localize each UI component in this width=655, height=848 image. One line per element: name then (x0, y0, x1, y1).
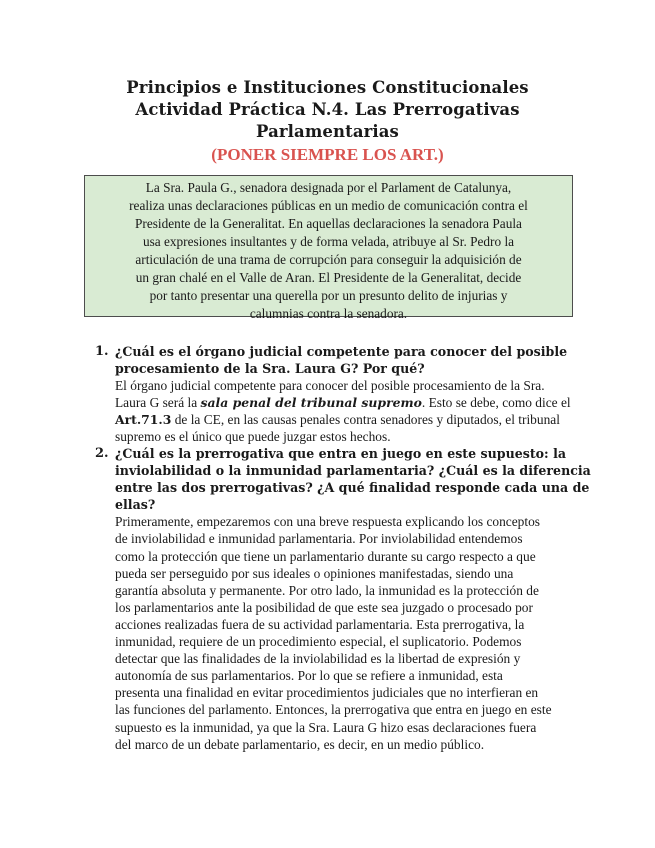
answer-line: Primeramente, empezaremos con una breve respuesta explicando los conceptos (115, 514, 540, 530)
document-title-line-3: Parlamentarias (256, 122, 399, 141)
answer-line: detectar que las finalidades de la inviolabilidad es la libertad de expresión y (115, 651, 521, 667)
question-number: 2. (95, 446, 109, 462)
article-reference: Art.71.3 (115, 412, 172, 428)
answer-line: pueda ser perseguido por sus ideales o opiniones manifestadas, siendo una (115, 565, 514, 581)
case-line: La Sra. Paula G., senadora designada por el Parlament de Catalunya, (145, 180, 512, 195)
document-title-line-1: Principios e Instituciones Constitucionales (126, 78, 529, 97)
answer-line: los parlamentarios ante la posibilidad de que este sea juzgado o procesado por (115, 599, 533, 615)
answer-line: como la protección que tiene un parlamentario durante su cargo respecto a que (115, 548, 536, 564)
answer-line: autonomía de sus parlamentarios. Por lo que se refiere a inmunidad, esta (115, 668, 503, 684)
question-item-1 (95, 343, 595, 445)
case-line: calumnias contra la senadora. (249, 306, 408, 321)
answer-line: acciones realizadas fuera de su actividad parlamentaria. Esta prerrogativa, la (115, 616, 525, 632)
document-header (60, 77, 595, 166)
question-item-2 (95, 445, 595, 752)
question-line: ellas? (115, 497, 156, 513)
answer-line: supremo es el único que puede juzgar estos hechos. (115, 429, 391, 445)
answer-line: inmunidad, requiere de un procedimiento especial, el suplicatorio. Podemos (115, 634, 522, 650)
question-line: ¿Cuál es el órgano judicial competente para conocer del posible (115, 344, 568, 359)
question-list (95, 343, 595, 753)
question-line: ¿Cuál es la prerrogativa que entra en juego en este supuesto: la (115, 446, 567, 462)
answer-line: del marco de un debate parlamentario, es decir, en un medio público. (115, 736, 485, 752)
question-number: 1. (95, 344, 109, 359)
answer-text: Laura G será la (115, 395, 201, 411)
case-line: realiza unas declaraciones públicas en un medio de comunicación contra el (129, 198, 528, 213)
answer-emphasis: sala penal del tribunal supremo (200, 395, 422, 411)
answer-line: supuesto es la inmunidad, ya que la Sra. Laura G hizo esas declaraciones fuera (115, 719, 537, 735)
answer-text: . Esto se debe, como dice el (421, 395, 571, 411)
document-subtitle: (PONER SIEMPRE LOS ART.) (211, 145, 444, 164)
case-statement-box (84, 175, 573, 321)
answer-text: de la CE, en las causas penales contra senadores y diputados, el tribunal (171, 412, 560, 428)
case-line: por tanto presentar una querella por un presunto delito de injurias y (149, 288, 508, 303)
answer-line: El órgano judicial competente para conocer del posible procesamiento de la Sra. (115, 378, 545, 393)
case-line: usa expresiones insultantes y de forma velada, atribuye al Sr. Pedro la (142, 234, 515, 249)
answer-line (115, 394, 595, 411)
answer-line: garantía absoluta y permanente. Por otro lado, la inmunidad es la protección de (115, 582, 539, 598)
case-line: un gran chalé en el Valle de Aran. El Presidente de la Generalitat, decide (135, 270, 522, 285)
case-line: Presidente de la Generalitat. En aquellas declaraciones la senadora Paula (135, 216, 522, 231)
case-line: articulación de una trama de corrupción para conseguir la adquisición de (135, 252, 522, 267)
answer-line (115, 411, 595, 428)
question-line: procesamiento de la Sra. Laura G? Por qué? (115, 361, 425, 376)
question-line: inviolabilidad o la inmunidad parlamentaria? ¿Cuál es la diferencia (115, 463, 591, 479)
answer-line: de inviolabilidad e inmunidad parlamentaria. Por inviolabilidad entendemos (115, 531, 523, 547)
document-title-line-2: Actividad Práctica N.4. Las Prerrogativas (135, 100, 520, 119)
answer-line: las funciones del parlamento. Entonces, la prerrogativa que entra en juego en este (115, 702, 552, 718)
answer-line: presenta una finalidad en evitar procedimientos judiciales que no interfieran en (115, 685, 539, 701)
question-line: entre las dos prerrogativas? ¿A qué finalidad responde cada una de (115, 480, 590, 496)
